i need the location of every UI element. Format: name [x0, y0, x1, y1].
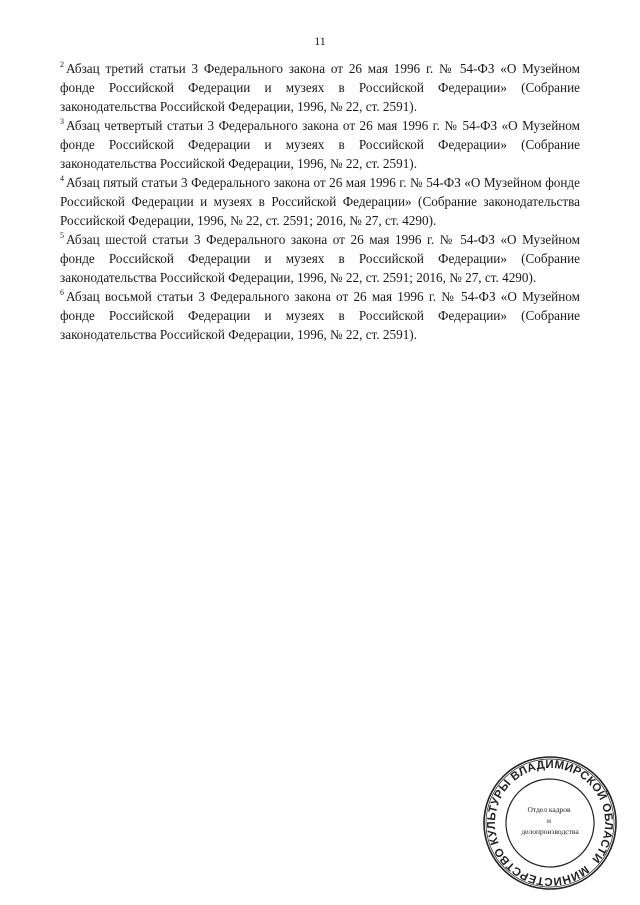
footnote-6: [60, 287, 580, 344]
footnote-text: Абзац четвертый статьи 3 Федерального закона от 26 мая 1996 г. № 54-ФЗ «О Музейном фонде Российской Федерации и музеях в Российской Федерации» (Собрание законодательства Российской Федерации, 1996, № 22, ст. 2591).: [60, 118, 580, 171]
footnote-text: Абзац шестой статьи 3 Федерального закона от 26 мая 1996 г. № 54-ФЗ «О Музейном фонде Российской Федерации и музеях в Российской Федерации» (Собрание законодательства Российской Федерации, 1996, № 22, ст. 2591; 2016, № 27, ст. 4290).: [60, 232, 580, 285]
stamp-center-line-2: и: [547, 816, 552, 825]
footnote-3: [60, 116, 580, 173]
footnote-marker: 2: [60, 59, 64, 69]
page-number: 11: [314, 34, 326, 48]
ministry-stamp: [480, 753, 620, 893]
footnote-text: Абзац восьмой статьи 3 Федерального закона от 26 мая 1996 г. № 54-ФЗ «О Музейном фонде Российской Федерации и музеях в Российской Федерации» (Собрание законодательства Российской Федерации, 1996, № 22, ст. 2591).: [60, 289, 580, 342]
footnote-2: [60, 59, 580, 116]
svg-text:Отдел кадров и делопро: [521, 805, 579, 836]
footnote-marker: 5: [60, 230, 64, 240]
footnote-marker: 3: [60, 116, 64, 126]
stamp-center-line-3: делопроизводства: [521, 827, 579, 836]
footnote-marker: 4: [60, 173, 64, 183]
footnote-4: [60, 173, 580, 230]
footnote-5: [60, 230, 580, 287]
footnote-text: Абзац пятый статьи 3 Федерального закона от 26 мая 1996 г. № 54-ФЗ «О Музейном фонде Российской Федерации и музеях в Российской Федерации» (Собрание законодательства Российской Федерации, 1996, № 22, ст. 2591; 2016, № 27, ст. 4290).: [60, 175, 580, 228]
footnotes-list: [60, 59, 580, 344]
stamp-ring-text: МИНИСТЕРСТВО КУЛЬТУРЫ ВЛАДИМИРСКОЙ ОБЛАСТИ: [485, 758, 615, 888]
footnote-marker: 6: [60, 287, 64, 297]
stamp-center-line-1: Отдел кадров: [527, 805, 571, 814]
footnote-text: Абзац третий статьи 3 Федерального закона от 26 мая 1996 г. № 54-ФЗ «О Музейном фонде Российской Федерации и музеях в Российской Федерации» (Собрание законодательства Российской Федерации, 1996, № 22, ст. 2591).: [60, 61, 580, 114]
